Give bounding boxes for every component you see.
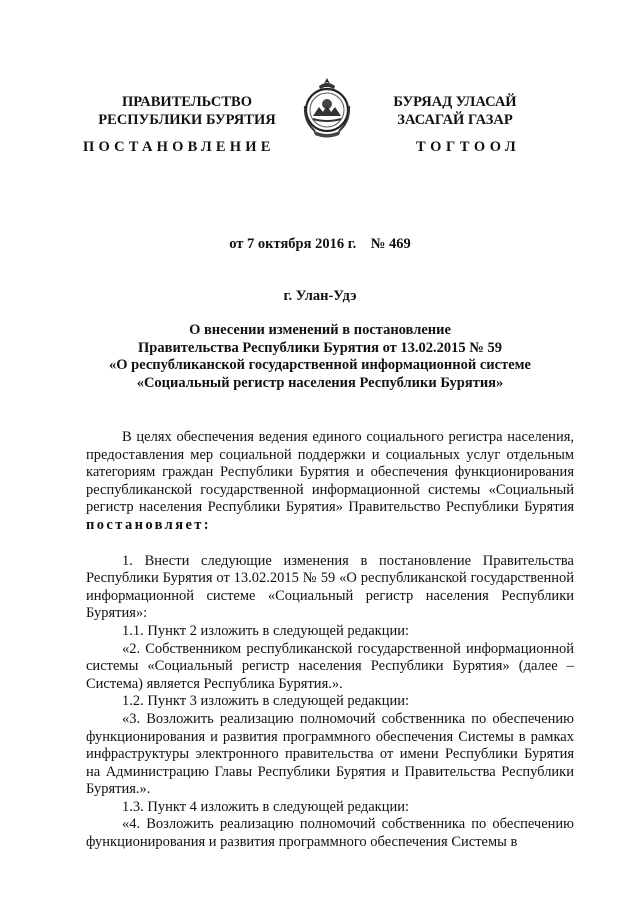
header-right-line1: БУРЯАД УЛАСАЙ (393, 94, 517, 110)
header-left-line1: ПРАВИТЕЛЬСТВО (122, 94, 252, 110)
item-1-paragraph: 1. Внести следующие изменения в постановление Правительства Республики Бурятия от 13.02.2015 № 59 «О республиканской государственной информационной системе «Социальный регистр населения Республики Бурятия»: (86, 552, 574, 622)
item-1-1-paragraph: 1.1. Пункт 2 изложить в следующей редакции: (122, 622, 410, 639)
header-government-bua (380, 93, 530, 129)
document-city: г. Улан-Удэ (283, 288, 357, 304)
item-1-2-paragraph: 1.2. Пункт 3 изложить в следующей редакции: (122, 693, 410, 710)
title-line2: Правительства Республики Бурятия от 13.02.2015 № 59 (138, 339, 502, 356)
date-number-line (0, 236, 640, 253)
preamble-paragraph (86, 429, 574, 535)
title-line1: О внесении изменений в постановление (189, 322, 451, 338)
item-1-2-text-paragraph: «3. Возложить реализацию полномочий собственника по обеспечению функционирования и развития программного обеспечения Системы в рамках инфраструктуры электронного правительства от имени Республики Бурятия на Администрацию Главы Республики Бурятия и Правительства Республики Бурятия.». (86, 710, 574, 798)
item-1-1-text-paragraph: «2. Собственником республиканской государственной информационной системы «Социальный регистр населения Республики Бурятия» (далее – Система) является Республика Бурятия.». (86, 640, 574, 692)
header-right-line2: ЗАСАГАЙ ГАЗАР (397, 112, 513, 128)
item-1-3-paragraph: 1.3. Пункт 4 изложить в следующей редакции: (122, 798, 410, 815)
document-date: от 7 октября 2016 г. (229, 236, 357, 252)
document-body (86, 429, 574, 852)
title-line3: «О республиканской государственной информационной системе (109, 357, 531, 373)
preamble-decision: постановляет: (86, 516, 212, 533)
document-title (60, 322, 580, 392)
buryatia-coat-of-arms-icon (301, 76, 353, 140)
preamble-text: В целях обеспечения ведения единого социального регистра населения, предоставления мер социальной поддержки и социальных услуг отдельным категориям граждан Республики Бурятия и обеспечения функционирования республиканской государственной информационной системы «Социальный регистр населения Республики Бурятия» Правительство Республики Бурятия (86, 429, 574, 516)
doc-type-ru: ПОСТАНОВЛЕНИЕ (83, 139, 275, 155)
document-number: № 469 (370, 236, 411, 252)
header-government-ru (92, 93, 282, 129)
title-line4: «Социальный регистр населения Республики Бурятия» (136, 374, 504, 391)
item-1-3-text-paragraph: «4. Возложить реализацию полномочий собственника по обеспечению функционирования и развития программного обеспечения Системы в (86, 816, 574, 851)
header-left-line2: РЕСПУБЛИКИ БУРЯТИЯ (98, 112, 276, 128)
doc-type-bua: ТОГТООЛ (416, 139, 521, 155)
